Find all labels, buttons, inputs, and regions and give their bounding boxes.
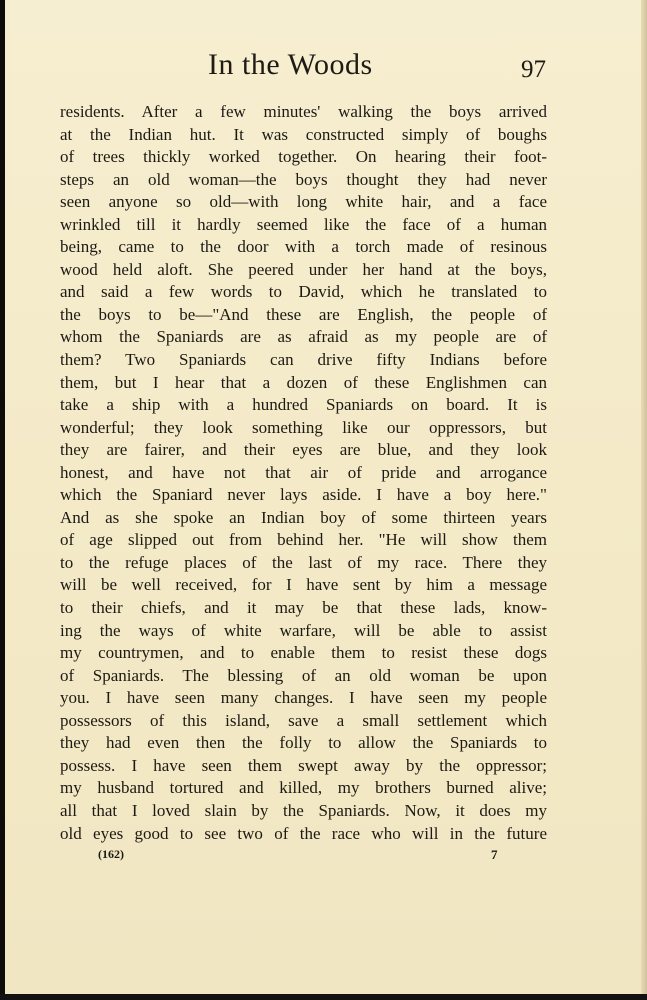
text-line: will be well received, for I have sent by him a message [60, 575, 547, 595]
page-footer [0, 847, 647, 867]
text-line: which the Spaniard never lays aside. I have a boy here." [60, 485, 547, 505]
text-line: ing the ways of white warfare, will be able to assist [60, 620, 547, 640]
text-line: of age slipped out from behind her. "He will show them [60, 530, 547, 550]
text-line: possessors of this island, save a small settlement which [60, 710, 547, 730]
chapter-title: In the Woods [208, 48, 373, 81]
text-line: whom the Spaniards are as afraid as my people are of [60, 327, 547, 347]
text-line: and said a few words to David, which he translated to [60, 282, 547, 302]
text-line: possess. I have seen them swept away by the oppressor; [60, 755, 547, 775]
text-line: take a ship with a hundred Spaniards on board. It is [60, 395, 547, 415]
text-line: wood held aloft. She peered under her hand at the boys, [60, 259, 547, 279]
text-line: residents. After a few minutes' walking the boys arrived [60, 102, 547, 121]
text-line: them? Two Spaniards can drive fifty Indians before [60, 350, 547, 370]
text-line: they are fairer, and their eyes are blue, and they look [60, 440, 547, 460]
text-line: wrinkled till it hardly seemed like the face of a human [60, 214, 547, 234]
print-code: (162) [98, 847, 124, 861]
text-line: them, but I hear that a dozen of these Englishmen can [60, 372, 547, 392]
text-line: my countrymen, and to enable them to resist these dogs [60, 643, 547, 663]
text-line: to their chiefs, and it may be that these lads, know- [60, 598, 547, 618]
text-line: at the Indian hut. It was constructed simply of boughs [60, 124, 547, 144]
signature-mark: 7 [491, 847, 498, 862]
text-line: being, came to the door with a torch made of resinous [60, 237, 547, 257]
text-line: of trees thickly worked together. On hearing their foot- [60, 147, 547, 167]
text-line: And as she spoke an Indian boy of some thirteen years [60, 507, 547, 527]
text-line: old eyes good to see two of the race who will in the future [60, 823, 547, 843]
text-line: to the refuge places of the last of my race. There they [60, 552, 547, 572]
text-line: you. I have seen many changes. I have seen my people [60, 688, 547, 708]
text-line: they had even then the folly to allow the Spaniards to [60, 733, 547, 753]
text-line: seen anyone so old—with long white hair, and a face [60, 192, 547, 212]
text-line: my husband tortured and killed, my brothers burned alive; [60, 778, 547, 798]
text-line: all that I loved slain by the Spaniards. Now, it does my [60, 800, 547, 820]
text-line: wonderful; they look something like our oppressors, but [60, 417, 547, 437]
body-text [60, 101, 547, 845]
text-line: steps an old woman—the boys thought they had never [60, 169, 547, 189]
text-line: of Spaniards. The blessing of an old woman be upon [60, 665, 547, 685]
text-line: honest, and have not that air of pride and arrogance [60, 462, 547, 482]
page-number: 97 [521, 56, 546, 83]
text-line: the boys to be—"And these are English, the people of [60, 304, 547, 324]
running-head [0, 48, 647, 88]
page-bottom-edge [0, 994, 647, 1000]
